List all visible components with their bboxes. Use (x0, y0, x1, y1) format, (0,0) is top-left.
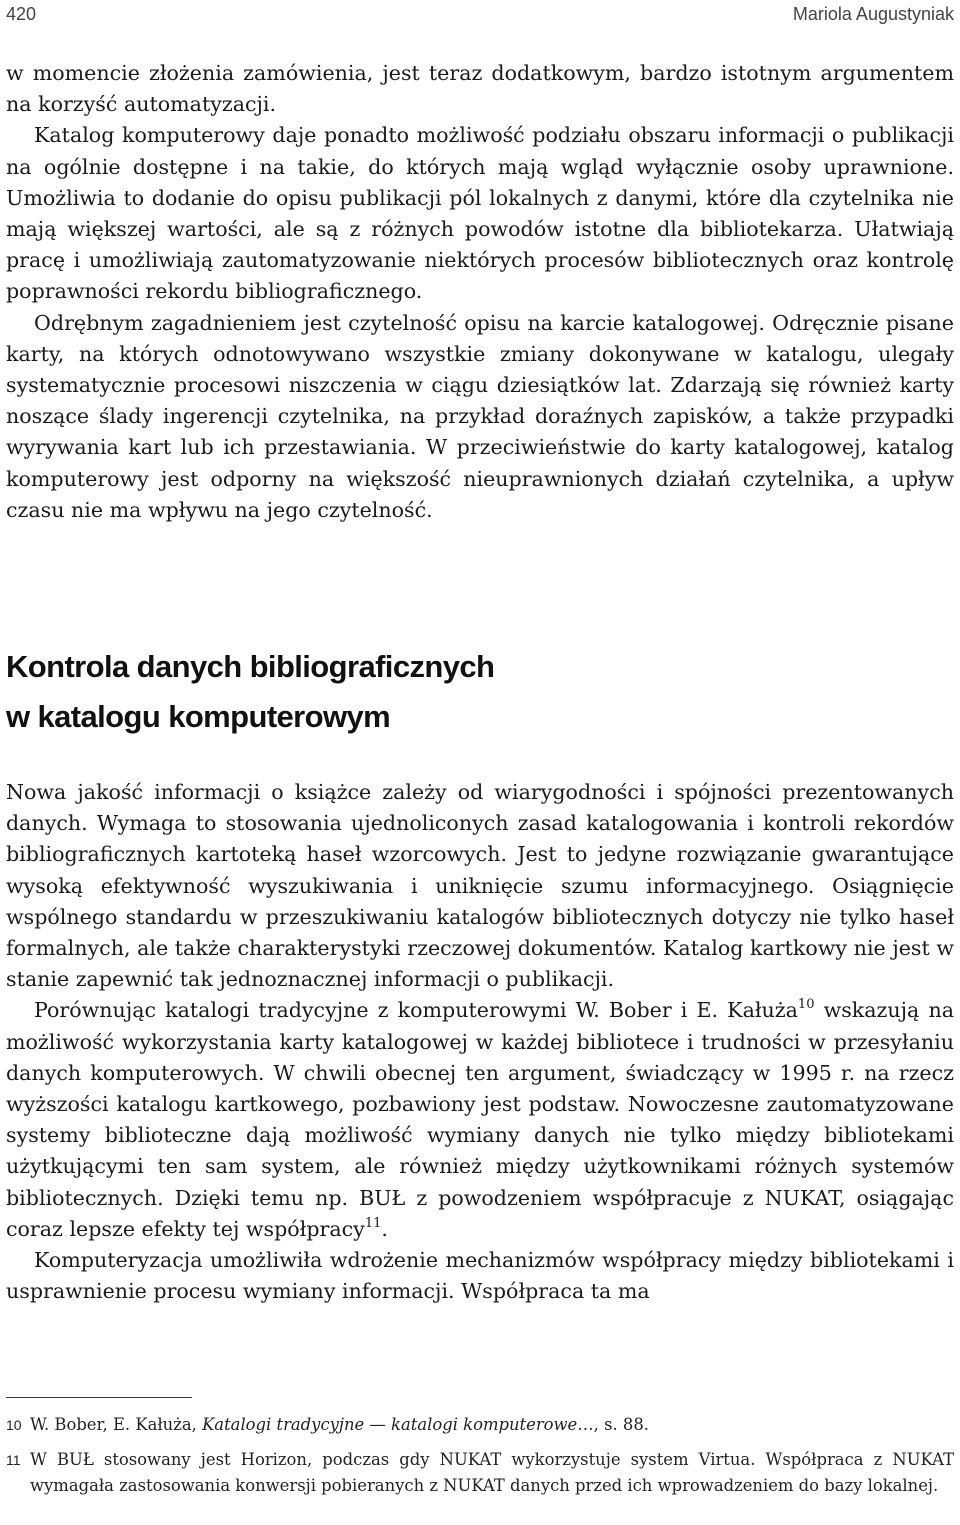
paragraph-card-readability: Odrębnym zagadnieniem jest czytelność opisu na karcie katalogowej. Odręcznie pisane karty, na których odnotowywano wszystkie zmiany dokonywane w katalogu, ulegały systematycznie procesowi niszczenia w ciągu dziesiątków lat. Zdarzają się również karty noszące ślady ingerencji czytelnika, na przykład doraźnych zapisków, a także przypadki wyrywania kart lub ich przestawiania. W przeciwieństwie do karty katalogowej, katalog komputerowy jest odporny na większość nieuprawnionych działań czytelnika, a upływ czasu nie ma wpływu na jego czytelność. (6, 310, 954, 522)
footnote-number: 11 (6, 1452, 21, 1468)
paragraph-data-quality: Nowa jakość informacji o książce zależy od wiarygodności i spójności prezentowanych danych. Wymaga to stosowania ujednoliconych zasad katalogowania i kontroli rekordów bibliograficznych kartoteką haseł wzorcowych. Jest to jedyne rozwiązanie gwarantujące wysoką efektywność wyszukiwania i uniknięcie szumu informacyjnego. Osiągnięcie wspólnego standardu w przeszukiwaniu katalogów bibliotecznych dotyczy nie tylko haseł formalnych, ale także charakterystyki rzeczowej dokumentów. Katalog kartkowy nie jest w stanie zapewnić tak jednoznacznej informacji o publikacji. (6, 780, 954, 992)
footnote-text: W BUŁ stosowany jest Horizon, podczas gdy NUKAT wykorzystuje system Virtua. Współpraca z NUKAT wymagała zastosowania konwersji pobieranych z NUKAT danych przed ich wprowadzeniem do bazy lokalnej. (30, 1450, 954, 1495)
footnote-authors: W. Bober, E. Kałuża, (30, 1415, 203, 1434)
footnote-page: , s. 88. (593, 1415, 649, 1434)
footnote-ref-11: 11 (364, 1215, 382, 1231)
footnote-ref-10: 10 (797, 997, 815, 1013)
footnote-separator (6, 1397, 192, 1398)
paragraph-comparison-text-2: wskazują na możliwość wykorzystania karty katalogowej w każdej bibliotece i trudności w przesyłaniu danych komputerowych. W chwili obecnej ten argument, świadczący w 1995 r. na rzecz wyższości katalogu kartkowego, pozbawiony jest podstaw. Nowoczesne zautomatyzowane systemy biblioteczne dają możliwość wymiany danych nie tylko między bibliotekami użytkującymi ten sam system, ale również między użytkownikami różnych systemów bibliotecznych. Dzięki temu np. BUŁ z powodzeniem współpracuje z NUKAT, osiągając coraz lepsze efekty tej współpracy (6, 998, 954, 1241)
paragraph-continuation: w momencie złożenia zamówienia, jest teraz dodatkowym, bardzo istotnym argumentem na korzyść automatyzacji. (6, 61, 954, 117)
section-heading-line-2: w katalogu komputerowym (6, 699, 391, 734)
section-heading-line-1: Kontrola danych bibliograficznych (6, 649, 495, 684)
running-head-author: Mariola Augustyniak (792, 4, 954, 24)
page-number: 420 (6, 4, 37, 24)
paragraph-comparison (6, 995, 954, 1245)
footnotes (6, 1412, 954, 1508)
body-text-bottom (6, 777, 954, 1307)
footnote-title: Katalogi tradycyjne — katalogi komputerowe… (202, 1415, 594, 1434)
footnote-number: 10 (6, 1417, 22, 1433)
footnote-text (30, 1412, 954, 1438)
paragraph-cooperation: Komputeryzacja umożliwiła wdrożenie mechanizmów współpracy między bibliotekami i usprawnienie procesu wymiany informacji. Współpraca ta ma (6, 1248, 954, 1304)
paragraph-comparison-end: . (381, 1216, 388, 1241)
footnote-10 (6, 1412, 954, 1438)
section-heading (6, 642, 954, 742)
footnote-11 (6, 1447, 954, 1499)
page-header (6, 4, 954, 28)
paragraph-comparison-text-1: Porównując katalogi tradycyjne z komputerowymi W. Bober i E. Kałuża (34, 998, 798, 1023)
body-text-top (6, 58, 954, 526)
paragraph-catalog-access: Katalog komputerowy daje ponadto możliwość podziału obszaru informacji o publikacji na ogólnie dostępne i na takie, do których mają wgląd wyłącznie osoby uprawnione. Umożliwia to dodanie do opisu publikacji pól lokalnych z danymi, które dla czytelnika nie mają większej wartości, ale są z różnych powodów istotne dla bibliotekarza. Ułatwiają pracę i umożliwiają zautomatyzowanie niektórych procesów bibliotecznych oraz kontrolę poprawności rekordu bibliograficznego. (6, 123, 954, 304)
